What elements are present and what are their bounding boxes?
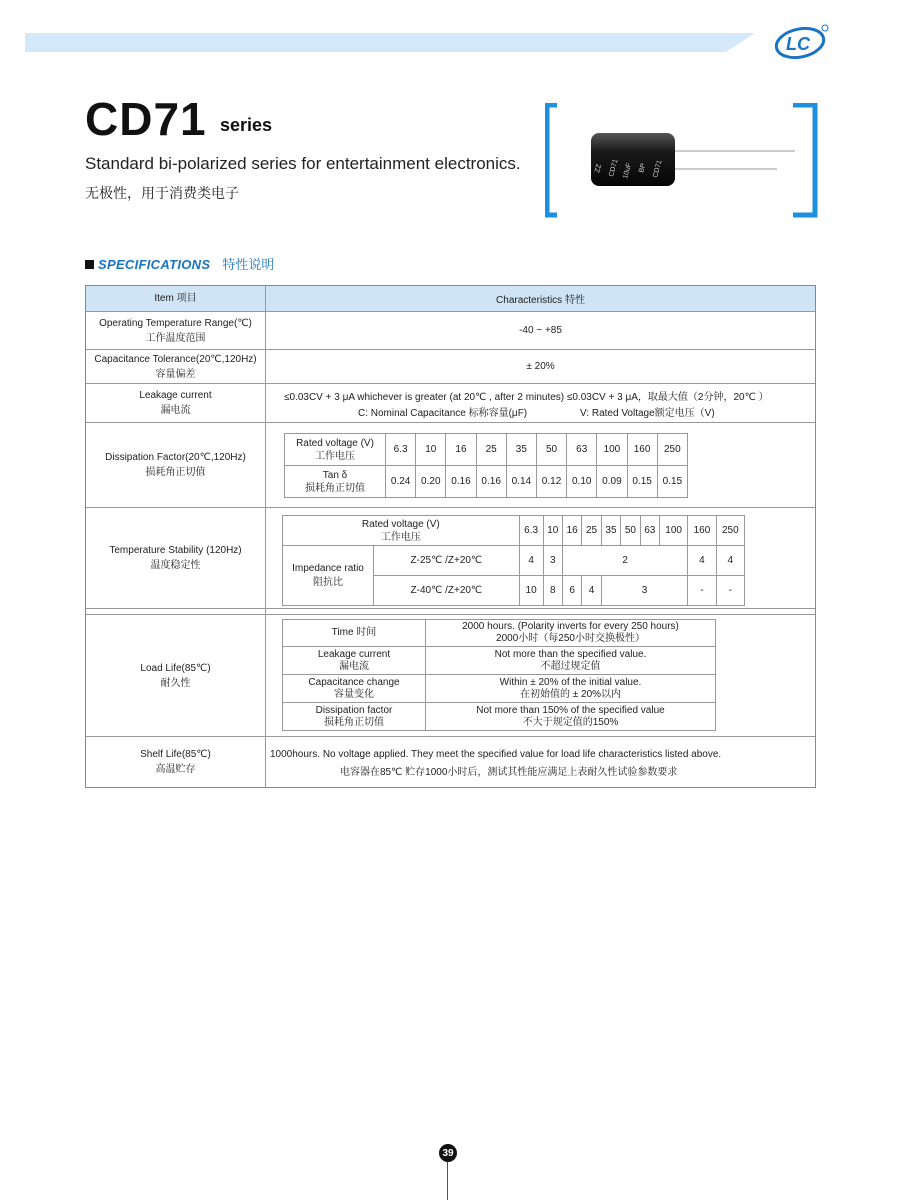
df-tan-value: 0.14 xyxy=(506,466,536,498)
specifications-table xyxy=(85,285,816,788)
leakage-label-cn: 漏电流 xyxy=(160,405,191,416)
df-voltage: 6.3 xyxy=(386,434,416,466)
df-voltage: 250 xyxy=(657,434,687,466)
leakage-formula: ≤0.03CV + 3 μA whichever is greater (at 20℃ , after 2 minutes) ≤0.03CV + 3 μA，取最大值（2分钟，20℃ ） xyxy=(284,392,769,403)
shelf-text: 1000hours. No voltage applied. They meet the specified value for load life characteristics listed above. xyxy=(270,749,722,760)
load-life-label-cn: 耐久性 xyxy=(160,677,191,689)
ts-voltage: 100 xyxy=(659,516,687,546)
df-rv-label: Rated voltage (V) xyxy=(296,437,374,449)
ll-key: Capacitance change xyxy=(308,676,400,688)
df-tan-value: 0.16 xyxy=(446,466,476,498)
ll-value: Within ± 20% of the initial value. xyxy=(499,676,642,688)
specifications-heading: SPECIFICATIONS 特性说明 xyxy=(85,254,274,273)
load-life-table xyxy=(282,619,716,731)
ts-r1-value: 4 xyxy=(688,546,716,576)
ts-voltage: 6.3 xyxy=(519,516,543,546)
ts-voltage: 63 xyxy=(640,516,659,546)
ts-rv-label: Rated voltage (V) xyxy=(361,518,440,530)
ts-label-cn: 温度稳定性 xyxy=(150,560,201,571)
svg-text:ZZ: ZZ xyxy=(594,163,604,174)
ts-r1-label: Z-25℃ /Z+20℃ xyxy=(374,546,520,576)
df-voltage-row xyxy=(285,434,688,466)
capacitor-photo xyxy=(545,103,820,218)
ll-key-cn: 损耗角正切值 xyxy=(324,716,384,728)
row-capacitance-tolerance xyxy=(86,350,815,384)
row-leakage-current xyxy=(86,384,815,423)
left-bracket xyxy=(547,105,557,215)
ll-value-cn: 不大于规定值的150% xyxy=(522,716,619,728)
leakage-label: Leakage current xyxy=(139,390,212,401)
load-life-row xyxy=(283,703,716,731)
right-bracket xyxy=(793,105,815,215)
series-word: series xyxy=(220,115,273,135)
ts-ir-label: Impedance ratio xyxy=(292,562,364,574)
ll-key: Leakage current xyxy=(317,648,391,660)
df-voltage: 50 xyxy=(536,434,566,466)
header-banner xyxy=(25,33,755,52)
load-life-label: Load Life(85℃) xyxy=(140,662,211,674)
df-voltage: 10 xyxy=(416,434,446,466)
df-voltage: 63 xyxy=(567,434,597,466)
ll-value: Not more than 150% of the specified value xyxy=(476,704,665,716)
ts-ratio-row-1 xyxy=(283,546,745,576)
cap-tol-label: Capacitance Tolerance(20℃,120Hz) xyxy=(94,353,257,365)
shelf-text-cn: 电容器在85℃ 贮存1000小时后，测试其性能应满足上表耐久性试验参数要求 xyxy=(340,767,678,778)
df-voltage: 100 xyxy=(597,434,627,466)
ll-value: 2000 hours. (Polarity inverts for every 250 hours) xyxy=(462,621,679,632)
df-tan-label: Tan δ xyxy=(322,469,348,481)
page-divider-line xyxy=(447,1162,448,1200)
ts-voltage: 35 xyxy=(601,516,620,546)
ts-r2-label: Z-40℃ /Z+20℃ xyxy=(374,576,520,606)
ts-r2-value: 6 xyxy=(562,576,581,606)
df-label: Dissipation Factor(20℃,120Hz) xyxy=(105,452,246,463)
ts-voltage-row xyxy=(283,516,745,546)
ts-r2-value: 8 xyxy=(543,576,562,606)
ts-ir-label-cn: 阻抗比 xyxy=(313,576,343,588)
row-dissipation-factor xyxy=(86,423,815,508)
df-tan-row xyxy=(285,466,688,498)
svg-text:CD71: CD71 xyxy=(652,159,664,179)
page-number: 39 xyxy=(439,1144,457,1162)
df-rv-label-cn: 工作电压 xyxy=(315,450,355,462)
header-characteristics: Characteristics 特性 xyxy=(496,295,585,306)
op-temp-value: -40 ~ +85 xyxy=(519,325,562,336)
row-load-life xyxy=(86,615,815,737)
subtitle-chinese: 无极性，用于消费类电子 xyxy=(85,185,239,201)
row-operating-temperature xyxy=(86,312,815,350)
row-shelf-life xyxy=(86,737,815,787)
brand-logo xyxy=(772,22,832,62)
ll-value: Not more than the specified value. xyxy=(494,648,647,660)
ts-voltage: 10 xyxy=(543,516,562,546)
bullet-square-icon xyxy=(85,260,94,269)
ts-voltage: 160 xyxy=(688,516,716,546)
ll-value-cn: 2000小时（每250小时交换极性） xyxy=(496,633,645,644)
svg-text:BP: BP xyxy=(638,162,648,174)
table-header-row xyxy=(86,286,815,312)
subtitle-english: Standard bi-polarized series for entertainment electronics. xyxy=(85,154,521,173)
op-temp-label: Operating Temperature Range(℃) xyxy=(99,317,252,329)
dissipation-table xyxy=(284,433,688,498)
ts-rv-label-cn: 工作电压 xyxy=(380,531,421,543)
df-voltage: 25 xyxy=(476,434,506,466)
df-tan-value: 0.12 xyxy=(536,466,566,498)
load-life-row xyxy=(283,647,716,675)
leakage-cap-note: C: Nominal Capacitance 标称容量(μF) xyxy=(358,408,528,419)
ll-key-cn: 容量变化 xyxy=(334,688,374,700)
df-tan-value: 0.15 xyxy=(627,466,657,498)
temperature-stability-table xyxy=(282,515,745,606)
df-tan-value: 0.16 xyxy=(476,466,506,498)
ll-key: Dissipation factor xyxy=(315,704,393,716)
ts-voltage: 250 xyxy=(716,516,744,546)
ts-r2-value: - xyxy=(688,576,716,606)
svg-text:LC: LC xyxy=(786,34,810,54)
svg-text:CD71: CD71 xyxy=(608,158,620,178)
df-voltage: 16 xyxy=(446,434,476,466)
ll-key-cn: 漏电流 xyxy=(339,660,369,672)
cap-tol-value: ± 20% xyxy=(526,361,555,372)
df-tan-value: 0.20 xyxy=(416,466,446,498)
ts-r2-value: 10 xyxy=(519,576,543,606)
series-model-title: CD71 xyxy=(85,93,207,145)
ll-value-cn: 不超过规定值 xyxy=(540,660,601,672)
ts-r2-value: - xyxy=(716,576,744,606)
shelf-label-cn: 高温贮存 xyxy=(155,764,196,775)
df-tan-value: 0.09 xyxy=(597,466,627,498)
ts-voltage: 50 xyxy=(621,516,640,546)
ts-label: Temperature Stability (120Hz) xyxy=(109,545,242,556)
df-voltage: 35 xyxy=(506,434,536,466)
df-tan-value: 0.15 xyxy=(657,466,687,498)
svg-text:10uF: 10uF xyxy=(622,162,634,180)
df-tan-value: 0.24 xyxy=(386,466,416,498)
ll-key: Time 时间 xyxy=(331,627,377,638)
load-life-row xyxy=(283,620,716,647)
row-temperature-stability xyxy=(86,508,815,609)
ll-value-cn: 在初始值的 ± 20%以内 xyxy=(519,688,622,700)
ts-voltage: 25 xyxy=(582,516,601,546)
header-item: Item 项目 xyxy=(86,286,266,311)
ts-r1-value: 2 xyxy=(562,546,687,576)
ts-voltage: 16 xyxy=(562,516,581,546)
ts-r1-value: 3 xyxy=(543,546,562,576)
load-life-row xyxy=(283,675,716,703)
ts-r1-value: 4 xyxy=(519,546,543,576)
df-tan-value: 0.10 xyxy=(567,466,597,498)
df-voltage: 160 xyxy=(627,434,657,466)
op-temp-label-cn: 工作温度范围 xyxy=(145,332,206,344)
ts-r1-value: 4 xyxy=(716,546,744,576)
ts-r2-value: 3 xyxy=(601,576,688,606)
df-label-cn: 损耗角正切值 xyxy=(145,467,206,478)
cap-tol-label-cn: 容量偏差 xyxy=(155,368,196,380)
df-tan-label-cn: 损耗角正切值 xyxy=(305,482,365,494)
shelf-label: Shelf Life(85℃) xyxy=(140,749,211,760)
leakage-volt-note: V: Rated Voltage额定电压（V) xyxy=(580,408,715,419)
ts-r2-value: 4 xyxy=(582,576,601,606)
